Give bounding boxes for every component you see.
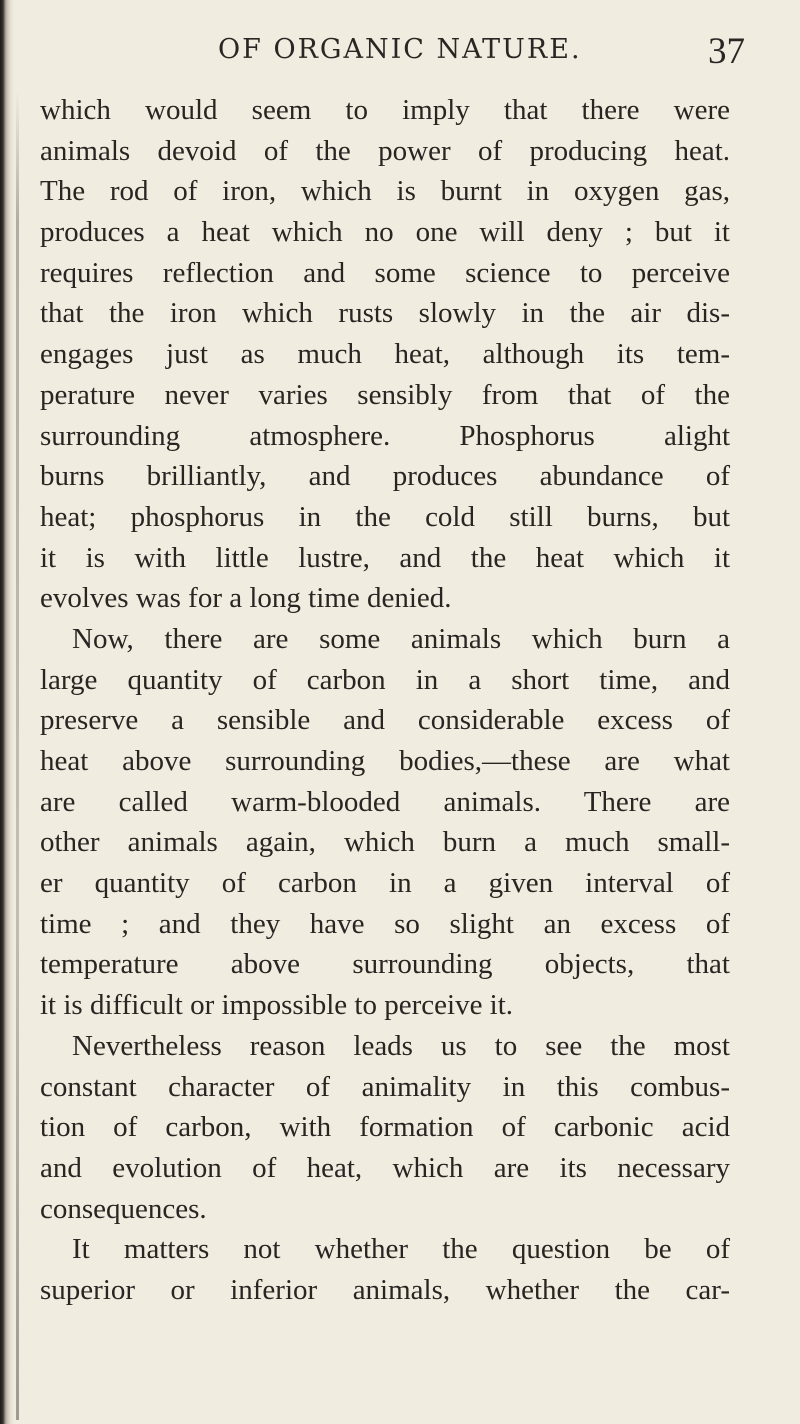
text-line: engages just as much heat, although its tem- — [40, 338, 730, 371]
body-text — [40, 90, 730, 1311]
text-line: superior or inferior animals, whether the car- — [40, 1273, 730, 1306]
text-line: which would seem to imply that there were — [40, 94, 730, 126]
text-line: The rod of iron, which is burnt in oxygen gas, — [40, 175, 730, 208]
text-line: preserve a sensible and considerable excess of — [40, 704, 730, 737]
text-line: other animals again, which burn a much small- — [40, 826, 730, 859]
text-line: that the iron which rusts slowly in the air dis- — [40, 297, 730, 330]
text-line: Now, there are some animals which burn a — [72, 622, 730, 655]
text-line: are called warm-blooded animals. There are — [40, 785, 730, 818]
text-line: constant character of animality in this combus- — [40, 1070, 730, 1103]
text-line: heat above surrounding bodies,—these are what — [40, 745, 730, 777]
text-line: surrounding atmosphere. Phosphorus alight — [40, 419, 730, 452]
text-line: evolves was for a long time denied. — [40, 582, 452, 615]
binding-edge — [16, 90, 19, 1420]
text-line: it is with little lustre, and the heat which it — [40, 541, 730, 574]
text-line: tion of carbon, with formation of carbonic acid — [40, 1111, 730, 1144]
text-line: animals devoid of the power of producing heat. — [40, 134, 730, 167]
text-line: Nevertheless reason leads us to see the most — [72, 1029, 730, 1062]
text-line: heat; phosphorus in the cold still burns, but — [40, 500, 730, 533]
running-title: OF ORGANIC NATURE. — [218, 34, 582, 65]
text-line: It matters not whether the question be of — [72, 1233, 730, 1266]
page-header — [0, 31, 800, 74]
text-line: produces a heat which no one will deny ; but it — [40, 216, 730, 249]
text-line: it is difficult or impossible to perceive it. — [40, 989, 514, 1022]
text-line: er quantity of carbon in a given interval of — [40, 867, 730, 900]
text-line: time ; and they have so slight an excess of — [40, 907, 730, 940]
page-gutter-shadow — [0, 0, 14, 1424]
page-number: 37 — [708, 31, 745, 72]
text-line: large quantity of carbon in a short time, and — [40, 663, 730, 696]
text-line: consequences. — [40, 1192, 207, 1225]
text-line: and evolution of heat, which are its necessary — [40, 1151, 730, 1184]
text-line: burns brilliantly, and produces abundance of — [40, 460, 730, 493]
text-line: requires reflection and some science to perceive — [40, 256, 730, 289]
text-line: perature never varies sensibly from that of the — [40, 378, 730, 411]
text-line: temperature above surrounding objects, that — [40, 948, 730, 981]
